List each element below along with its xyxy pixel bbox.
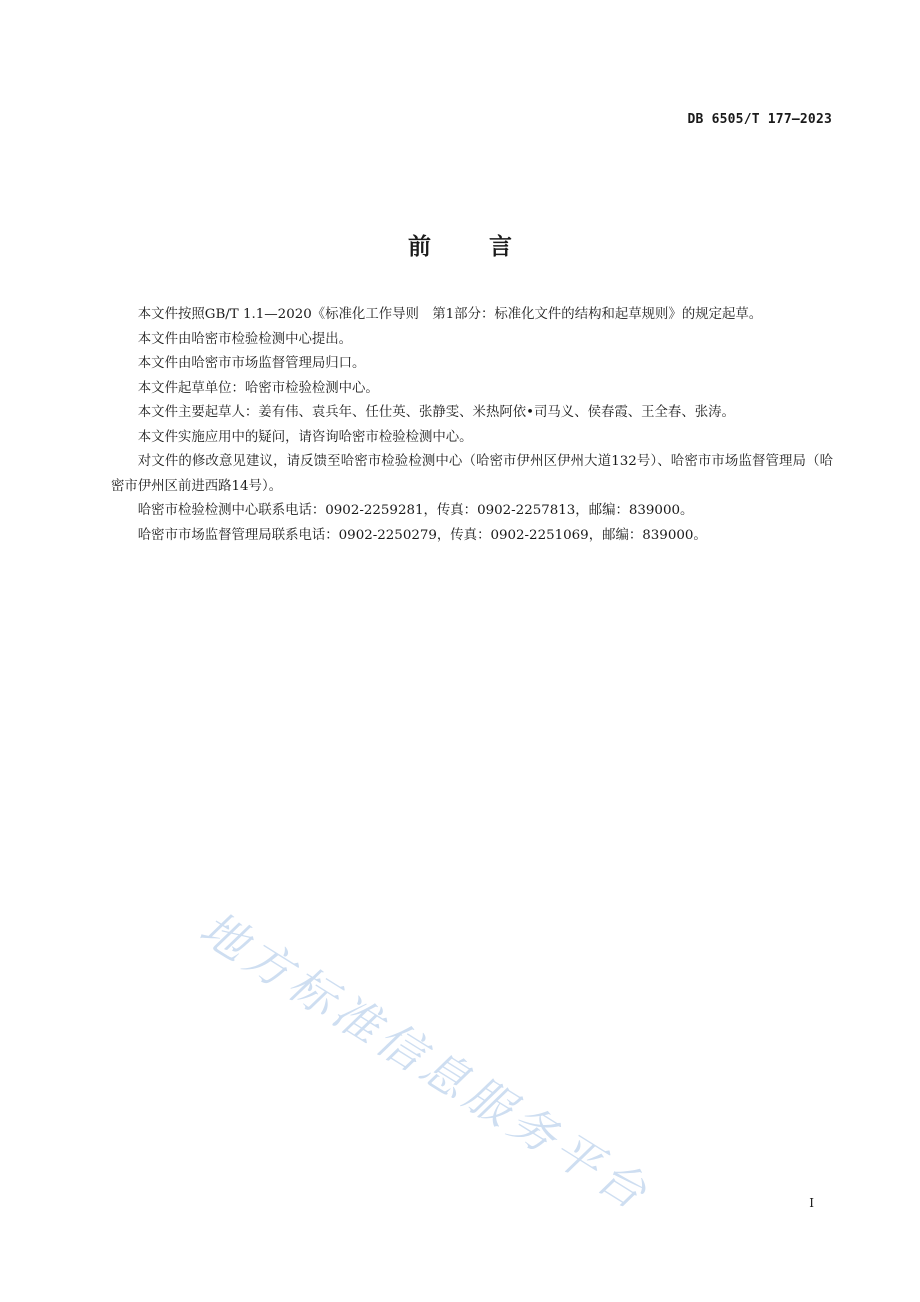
paragraph-contact-center: 哈密市检验检测中心联系电话：0902-2259281，传真：0902-2257813，邮编：839000。	[137, 503, 694, 518]
paragraph-contact-bureau: 哈密市市场监督管理局联系电话：0902-2250279，传真：0902-2251069，邮编：839000。	[137, 527, 707, 543]
watermark: 地方标准信息服务平台	[190, 900, 661, 1222]
paragraph-drafting-rules: 本文件按照GB/T 1.1—2020《标准化工作导则 第1部分：标准化文件的结构和起草规则》的规定起草。	[137, 307, 763, 322]
paragraph-administrator: 本文件由哈密市市场监督管理局归口。	[137, 356, 366, 371]
document-code: DB 6505/T 177—2023	[687, 112, 832, 127]
paragraph-proposer: 本文件由哈密市检验检测中心提出。	[137, 331, 353, 347]
paragraph-feedback: 对文件的修改意见建议，请反馈至哈密市检验检测中心（哈密市伊州区伊州大道132号）、哈密市市场监督管理局（哈密市伊州区前进西路14号）。	[111, 454, 833, 494]
paragraph-drafters: 本文件主要起草人：姜有伟、袁兵年、任仕英、张静雯、米热阿依•司马义、侯春霞、王全春、张涛。	[137, 405, 735, 420]
foreword-body	[111, 303, 833, 548]
paragraph-inquiries: 本文件实施应用中的疑问，请咨询哈密市检验检测中心。	[137, 429, 473, 445]
page-title: 前言	[408, 234, 570, 260]
page-number: I	[809, 1196, 814, 1210]
paragraph-drafting-unit: 本文件起草单位：哈密市检验检测中心。	[137, 380, 379, 396]
